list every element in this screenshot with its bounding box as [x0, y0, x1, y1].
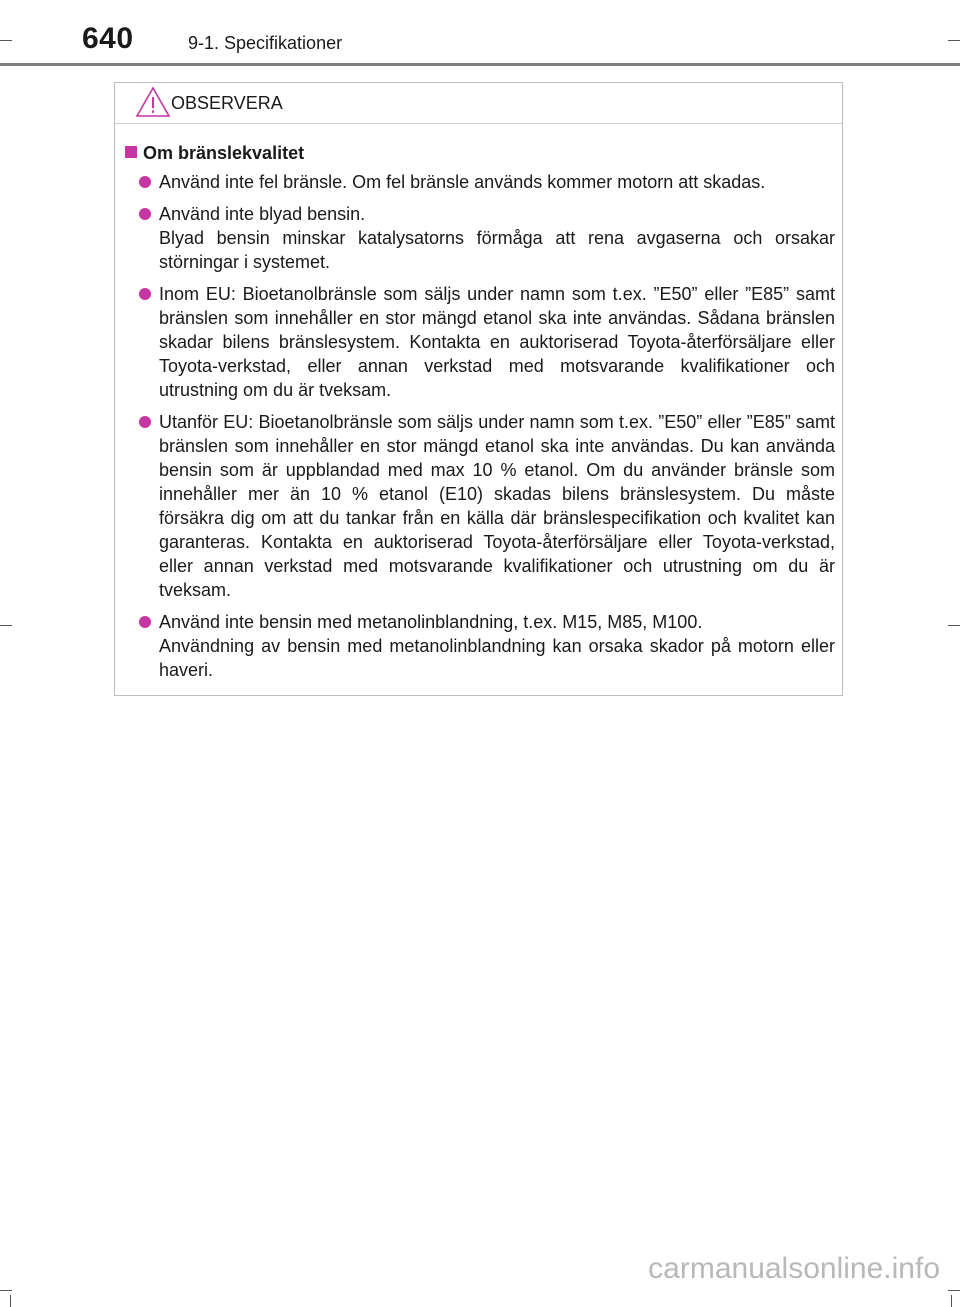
bullet-dot-icon — [139, 176, 151, 188]
list-item-text: Använd inte blyad bensin. — [159, 204, 366, 224]
page-header — [0, 0, 960, 66]
list-item-text: Blyad bensin minskar katalysatorns förmåga att rena avgaserna och orsakar störningar i systemet. — [159, 228, 835, 272]
list-item-text: Använd inte bensin med metanolinblandning, t.ex. M15, M85, M100. — [159, 612, 703, 632]
page-number: 640 — [82, 22, 134, 55]
notice-header — [115, 83, 842, 124]
list-item-text: Använd inte fel bränsle. Om fel bränsle används kommer motorn att skadas. — [159, 172, 766, 192]
bullet-dot-icon — [139, 416, 151, 428]
watermark: carmanualsonline.info — [648, 1252, 940, 1285]
crop-mark — [948, 625, 960, 626]
crop-mark — [10, 1295, 11, 1307]
list-item-text: Utanför EU: Bioetanolbränsle som säljs under namn som t.ex. ”E50” eller ”E85” samt bränslen som innehåller en stor mängd etanol ska inte användas. Du kan använda bensin som är uppblandad med max 10 % etanol. Om du använder bränsle som innehåller mer än 10 % etanol (E10) skadas bilens bränslesystem. Du måste försäkra dig om att du tankar från en källa där bränslespecifikation och kvalitet kan garanteras. Kontakta en auktoriserad Toyota-återförsäljare eller Toyota-verkstad, eller annan verkstad med motsvarande kvalifikationer och utrustning om du är tveksam. — [159, 412, 835, 600]
bullet-list — [139, 170, 835, 690]
crop-mark — [0, 625, 12, 626]
notice-label: OBSERVERA — [171, 93, 283, 113]
chapter-title: 9-1. Specifikationer — [188, 33, 343, 53]
list-item-text: Inom EU: Bioetanolbränsle som säljs under namn som t.ex. ”E50” eller ”E85” samt bränslen som innehåller en stor mängd etanol ska inte användas. Sådana bränslen skadar bilens bränslesystem. Kontakta en auktoriserad Toyota-återförsäljare eller Toyota-verkstad, eller annan verkstad med motsvarande kvalifikationer och utrustning om du är tveksam. — [159, 284, 835, 400]
section-title-text: Om bränslekvalitet — [143, 143, 305, 163]
crop-mark — [948, 1290, 960, 1291]
section-title — [125, 143, 304, 164]
list-item — [139, 282, 835, 402]
list-item-text: Användning av bensin med metanolinblandning kan orsaka skador på motorn eller haveri. — [159, 636, 835, 680]
crop-mark — [0, 1290, 12, 1291]
bullet-dot-icon — [139, 616, 151, 628]
list-item — [139, 610, 835, 682]
header-rule — [0, 63, 960, 66]
bullet-dot-icon — [139, 208, 151, 220]
bullet-dot-icon — [139, 288, 151, 300]
list-item — [139, 170, 835, 194]
square-bullet-icon — [125, 146, 137, 158]
notice-box — [114, 82, 843, 696]
list-item — [139, 202, 835, 274]
warning-triangle-icon — [135, 86, 171, 118]
crop-mark — [951, 1295, 952, 1307]
list-item — [139, 410, 835, 602]
